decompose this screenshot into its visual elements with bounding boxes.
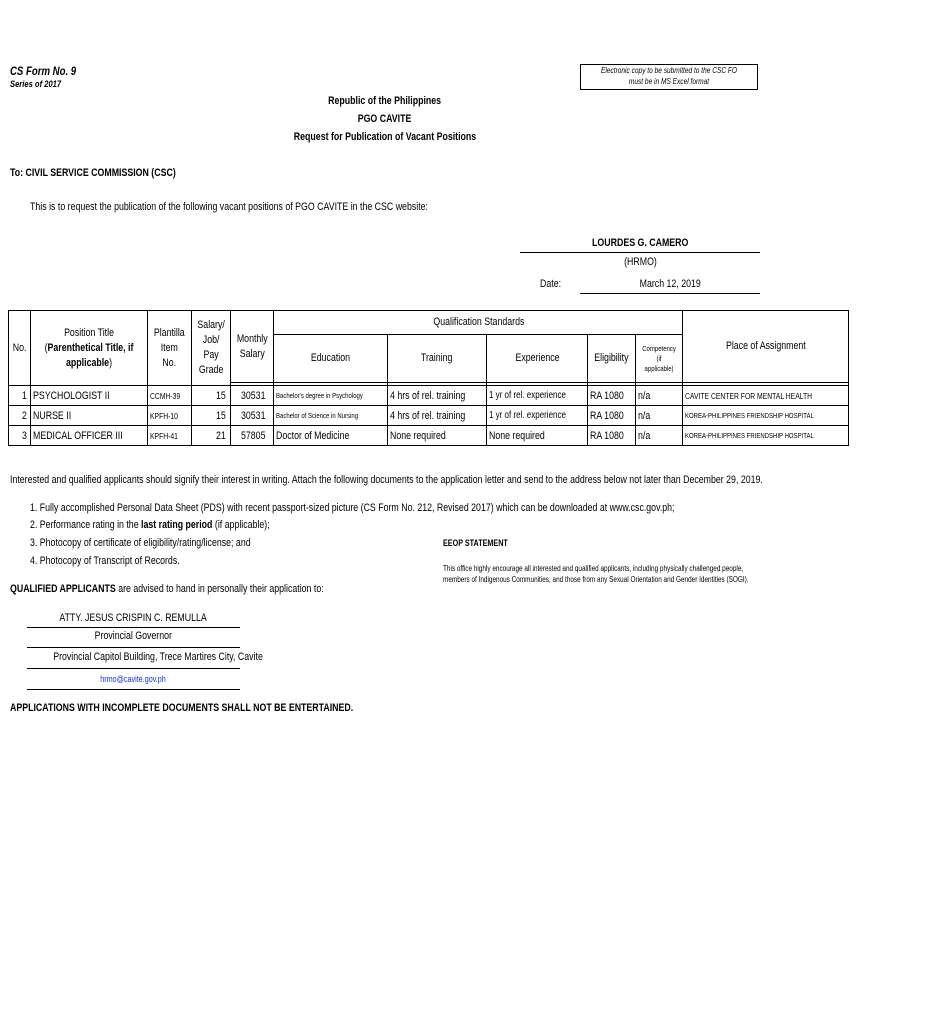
header-education: Education [274,335,388,383]
row-competency: n/a [636,406,683,426]
row-no: 2 [9,406,31,426]
header-republic: Republic of the Philippines [328,95,442,107]
table-row [9,386,849,406]
row-plantilla: KPFH-10 [148,406,192,426]
row-position-title: NURSE II [31,406,148,426]
qualified-applicants-note: QUALIFIED APPLICANTS are advised to hand in personally their application to: [10,583,324,595]
addressee-address: Provincial Capitol Building, Trece Martires City, Cavite [53,651,263,663]
header-monthly-salary: Monthly Salary [230,311,274,383]
date-underline [580,293,760,294]
row-no: 1 [9,386,31,406]
row-education: Bachelor of Science in Nursing [274,406,388,426]
row-eligibility: RA 1080 [588,386,636,406]
header-office: PGO CAVITE [358,113,412,125]
row-position-title: PSYCHOLOGIST II [31,386,148,406]
addressee-line: To: CIVIL SERVICE COMMISSION (CSC) [10,167,176,179]
form-series: Series of 2017 [10,79,62,90]
row-monthly-salary: 30531 [230,406,274,426]
header-position-title: Position Title (Parenthetical Title, if applicable) [31,311,148,386]
instructions-paragraph: Interested and qualified applicants should signify their interest in writing. Attach the following documents to the application letter and send to the address below not later than December 29, 2019. [10,474,763,486]
vacant-positions-table [8,310,849,446]
row-experience: 1 yr of rel. experience [487,386,588,406]
row-education: Doctor of Medicine [274,426,388,446]
signatory-divider [520,252,760,253]
addressee-divider [27,647,240,648]
row-experience: 1 yr of rel. experience [487,406,588,426]
header-eligibility: Eligibility [588,335,636,383]
header-no: No. [9,311,31,386]
eeop-title: EEOP STATEMENT [443,538,508,548]
table-row [9,406,849,426]
row-eligibility: RA 1080 [588,406,636,426]
row-no: 3 [9,426,31,446]
addressee-title: Provincial Governor [94,630,173,642]
row-training: None required [388,426,487,446]
header-experience: Experience [487,335,588,383]
requirement-item: 4. Photocopy of Transcript of Records. [30,555,180,567]
date-value: March 12, 2019 [639,278,701,290]
row-position-title: MEDICAL OFFICER III [31,426,148,446]
signatory-name: LOURDES G. CAMERO [591,237,689,249]
footer-warning: APPLICATIONS WITH INCOMPLETE DOCUMENTS SHALL NOT BE ENTERTAINED. [10,702,354,714]
row-competency: n/a [636,386,683,406]
eeop-statement: This office highly encourage all interested and qualified applicants, including physically challenged people, members of Indigenous Communities, and those from any Sexual Orientation and Gender Identities (SOGI). [443,564,749,584]
row-monthly-salary: 30531 [230,386,274,406]
header-qualification-standards: Qualification Standards [274,311,683,335]
header-training: Training [388,335,487,383]
row-place: KOREA-PHILIPPINES FRIENDSHIP HOSPITAL [683,406,849,426]
electronic-copy-note: Electronic copy to be submitted to the CSC FO must be in MS Excel format [580,64,758,90]
row-experience: None required [487,426,588,446]
row-salary-grade: 15 [191,386,230,406]
requirement-item: 2. Performance rating in the last rating period (if applicable); [30,519,270,531]
addressee-name: ATTY. JESUS CRISPIN C. REMULLA [59,612,208,624]
addressee-divider [27,689,240,690]
requirement-item: 3. Photocopy of certificate of eligibility/rating/license; and [30,537,251,549]
row-competency: n/a [636,426,683,446]
row-place: KOREA-PHILIPPINES FRIENDSHIP HOSPITAL [683,426,849,446]
addressee-divider [27,668,240,669]
header-competency: Competency (if applicable) [636,335,683,383]
intro-text: This is to request the publication of the following vacant positions of PGO CAVITE in the CSC website: [30,201,428,213]
addressee-email-link[interactable]: hrmo@cavite.gov.ph [100,674,167,684]
date-label: Date: [540,278,562,290]
requirement-item: 1. Fully accomplished Personal Data Sheet (PDS) with recent passport-sized picture (CS Form No. 212, Revised 2017) which can be downloaded at www.csc.gov.ph; [30,502,675,514]
header-plantilla: Plantilla Item No. [148,311,192,386]
row-salary-grade: 15 [191,406,230,426]
header-salary-grade: Salary/ Job/ Pay Grade [191,311,230,386]
row-education: Bachelor's degree in Psychology [274,386,388,406]
table-row [9,426,849,446]
header-place-of-assignment: Place of Assignment [683,311,849,383]
row-plantilla: KPFH-41 [148,426,192,446]
header-title: Request for Publication of Vacant Positions [293,131,477,143]
addressee-divider [27,627,240,628]
row-plantilla: CCMH-39 [148,386,192,406]
form-number: CS Form No. 9 [10,64,77,78]
row-training: 4 hrs of rel. training [388,386,487,406]
signatory-title: (HRMO) [623,256,657,268]
row-training: 4 hrs of rel. training [388,406,487,426]
row-monthly-salary: 57805 [230,426,274,446]
row-place: CAVITE CENTER FOR MENTAL HEALTH [683,386,849,406]
row-eligibility: RA 1080 [588,426,636,446]
row-salary-grade: 21 [191,426,230,446]
